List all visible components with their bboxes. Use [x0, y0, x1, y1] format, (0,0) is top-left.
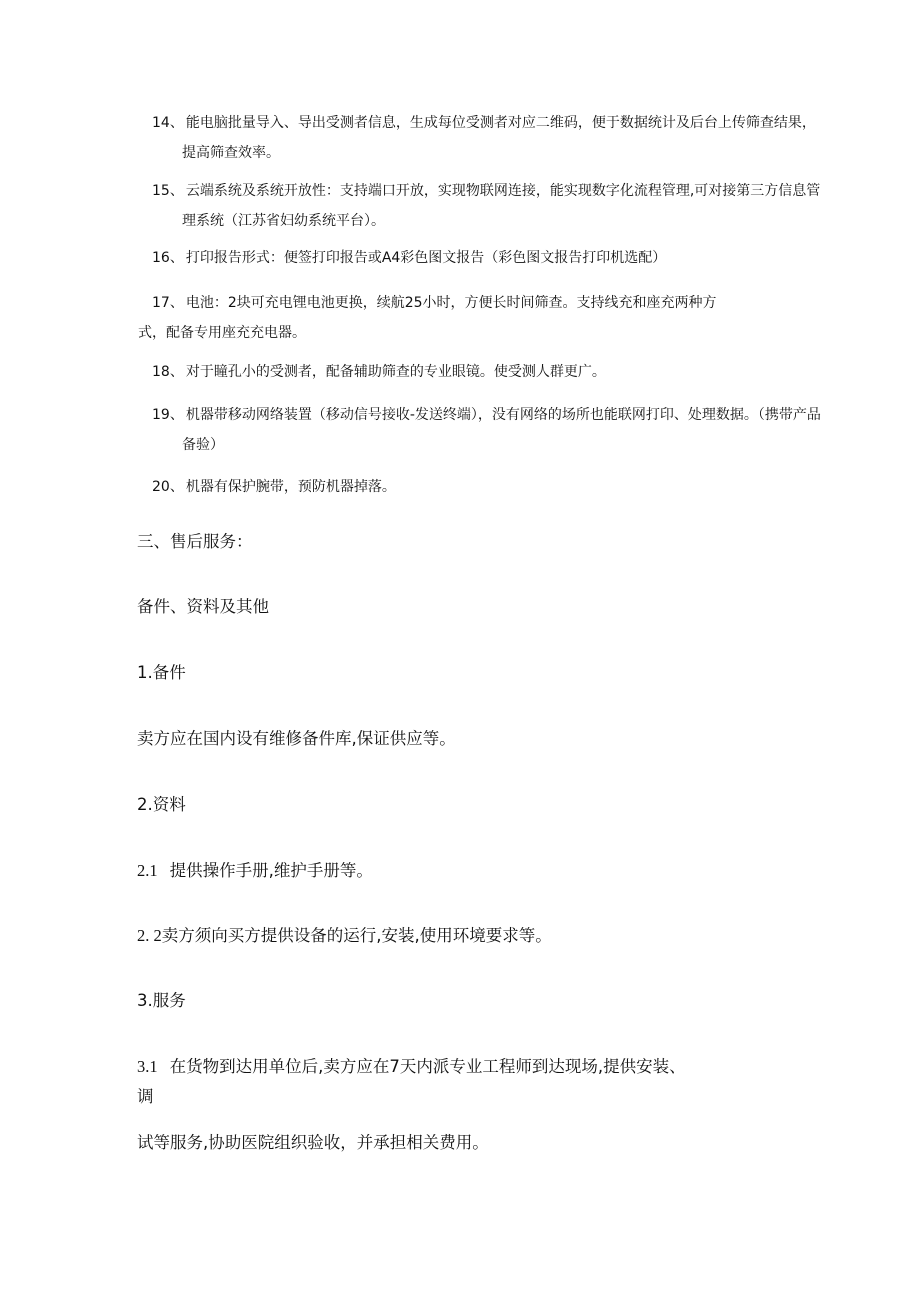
clause-text: 卖方须向买方提供设备的运行,安装,使用环境要求等。: [161, 926, 552, 945]
paragraph-3-1: [137, 1052, 797, 1112]
item-text: 云端系统及系统开放性：支持端口开放，实现物联网连接，能实现数字化流程管理,可对接第三方信息管理系统（江苏省妇幼系统平台）。: [182, 183, 821, 229]
clause-text-line1: 在货物到达用单位后,卖方应在7天内派专业工程师到达现场,提供安装、: [169, 1057, 686, 1076]
item-number: 16、: [152, 250, 184, 266]
paragraph-2-2: [137, 921, 797, 951]
list-item-20: [152, 472, 822, 502]
item-number: 15、: [152, 183, 184, 199]
paragraph-title-documents: 2.资料: [137, 795, 186, 814]
paragraph-2-1: [137, 856, 797, 886]
clause-number: 3.1: [137, 1057, 158, 1076]
item-number: 17、: [152, 295, 184, 311]
list-item-17: [138, 288, 792, 348]
section-heading: 三、售后服务：: [137, 532, 253, 551]
item-text-line1: 电池：2块可充电锂电池更换，续航25小时，方便长时间筛查。支持线充和座充两种方: [185, 295, 717, 311]
list-item-19: [152, 400, 822, 460]
paragraph-spare-parts: 卖方应在国内设有维修备件库,保证供应等。: [137, 729, 456, 748]
item-text: 对于瞳孔小的受测者，配备辅助筛查的专业眼镜。使受测人群更广。: [185, 364, 606, 380]
item-text: 机器有保护腕带，预防机器掉落。: [185, 479, 396, 495]
paragraph-3-1-continued: 试等服务,协助医院组织验收，并承担相关费用。: [137, 1133, 489, 1152]
list-item-18: [152, 357, 822, 387]
clause-text-line2: 调: [137, 1087, 154, 1106]
clause-number: 2. 2: [137, 926, 162, 945]
paragraph-title-spare-parts: 1.备件: [137, 663, 186, 682]
item-number: 14、: [152, 115, 184, 131]
item-text-line2: 式，配备专用座充充电器。: [138, 325, 306, 341]
item-number: 18、: [152, 364, 184, 380]
item-text: 能电脑批量导入、导出受测者信息，生成每位受测者对应二维码，便于数据统计及后台上传筛查结果，提高筛查效率。: [182, 115, 816, 161]
item-number: 20、: [152, 479, 184, 495]
clause-text: 提供操作手册,维护手册等。: [169, 861, 373, 880]
item-text: 机器带移动网络装置（移动信号接收-发送终端），没有网络的场所也能联网打印、处理数据。（携带产品备验）: [182, 407, 821, 453]
list-item-15: [152, 176, 822, 236]
list-item-14: [152, 108, 822, 168]
item-text: 打印报告形式：便签打印报告或A4彩色图文报告（彩色图文报告打印机选配）: [185, 250, 667, 266]
list-item-16: [152, 243, 822, 273]
section-subheading: 备件、资料及其他: [137, 597, 269, 616]
paragraph-title-service: 3.服务: [137, 991, 186, 1010]
clause-number: 2.1: [137, 861, 158, 880]
item-number: 19、: [152, 407, 184, 423]
